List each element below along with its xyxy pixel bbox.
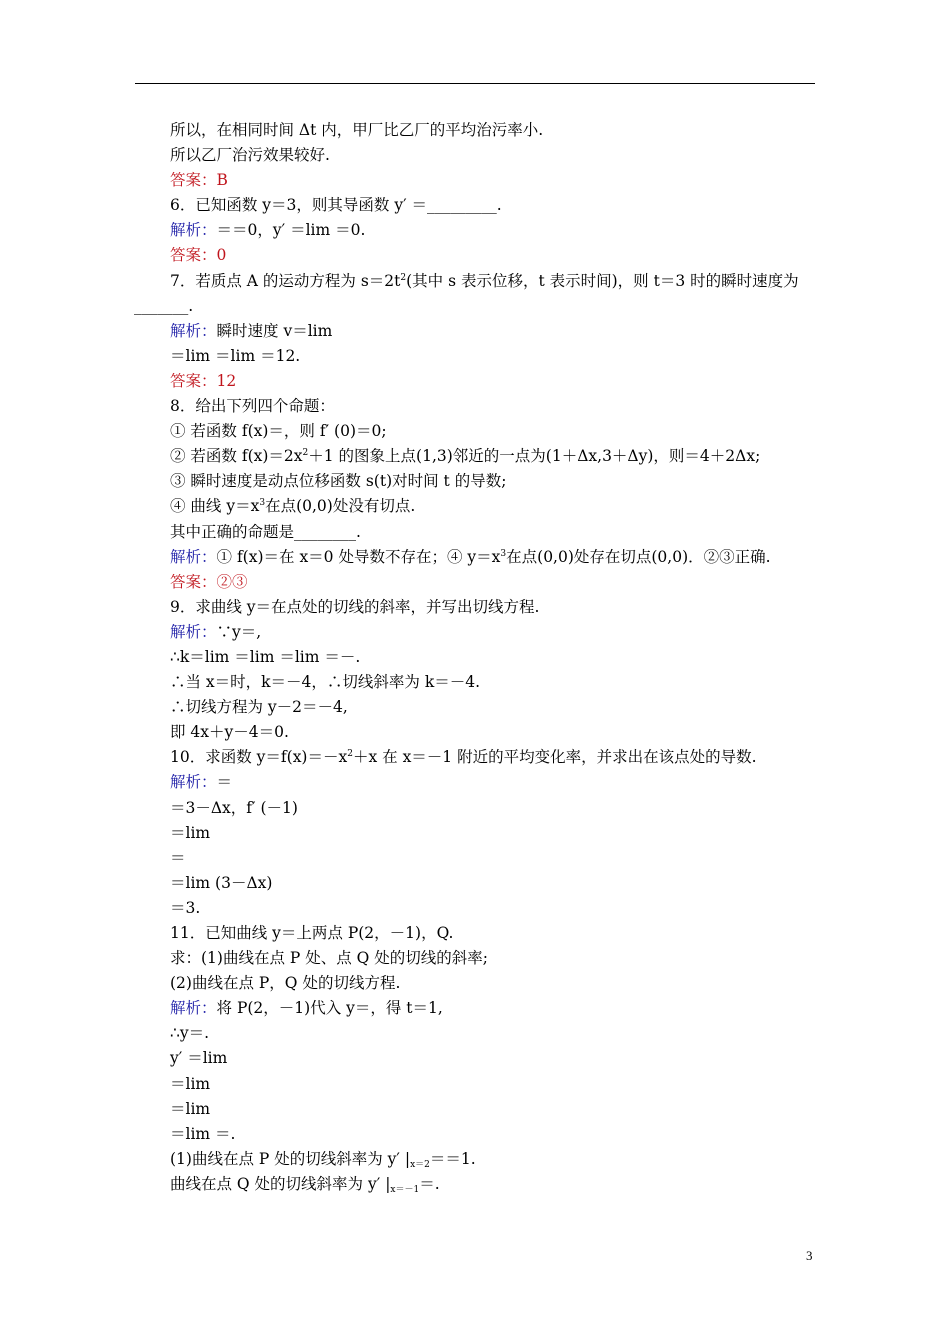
question-text: 9．求曲线 y＝在点处的切线的斜率，并写出切线方程. [170, 597, 540, 616]
text: ③ 瞬时速度是动点位移函数 s(t)对时间 t 的导数; [170, 472, 507, 491]
text-line [170, 344, 820, 369]
answer-line [170, 369, 820, 394]
text: ∴y＝. [170, 1024, 210, 1043]
solution-line [170, 319, 820, 344]
solution-label: 解析： [170, 999, 217, 1018]
text: ＝＝0，y′ ＝lim ＝0. [216, 221, 366, 240]
text: ∴k＝lim ＝lim ＝lim ＝－. [170, 647, 361, 666]
question-text: 11．已知曲线 y＝上两点 P(2，－1)，Q. [170, 924, 454, 942]
question-text: (其中 s 表示位移，t 表示时间)，则 t＝3 时的瞬时速度为 [406, 271, 799, 290]
solution-label: 解析： [170, 221, 217, 240]
proposition-2 [170, 444, 820, 469]
solution-label: 解析： [170, 773, 217, 792]
text: 所以，在相同时间 Δt 内，甲厂比乙厂的平均治污率小. [170, 121, 544, 139]
question-text: 7．若质点 A 的运动方程为 s＝2t [170, 271, 401, 290]
text: 所以乙厂治污效果较好. [170, 146, 330, 165]
text: ① 若函数 f(x)＝，则 f′ (0)＝0; [170, 422, 387, 441]
answer-text: 答案：B [170, 171, 228, 190]
superscript: 2 [302, 448, 309, 459]
answer-text: ②③ [216, 572, 248, 591]
solution-line [170, 620, 820, 645]
proposition-4 [170, 494, 820, 519]
text-line [170, 1147, 820, 1172]
text: 其中正确的命题是________. [170, 522, 361, 541]
text-line [170, 896, 820, 921]
question-11 [170, 921, 820, 946]
document-body [134, 118, 820, 1197]
question-7 [170, 269, 820, 294]
blank-text: _______. [134, 296, 194, 315]
text-line [170, 1172, 820, 1197]
text: ＋1 的图象上点(1,3)邻近的一点为(1＋Δx,3＋Δy)，则＝4＋2Δx; [308, 447, 761, 466]
solution-line [170, 996, 820, 1021]
text: (2)曲线在点 P，Q 处的切线方程. [170, 974, 401, 993]
answer-blank [134, 294, 820, 319]
text: ∴切线方程为 y－2＝－4, [170, 698, 348, 717]
text: 曲线在点 Q 处的切线斜率为 y′ | [170, 1174, 391, 1193]
answer-text: 答案：0 [170, 246, 227, 265]
text: ＝lim [170, 1099, 211, 1118]
solution-label: 解析： [170, 547, 217, 566]
text: ∴当 x＝时，k＝－4，∴切线斜率为 k＝－4. [170, 673, 481, 692]
solution-line [170, 770, 820, 795]
text: ＝lim [170, 823, 211, 842]
text: ＝3. [170, 898, 201, 917]
proposition-1 [170, 419, 820, 444]
text-line [170, 118, 820, 143]
text-line [170, 520, 820, 545]
solution-label: 解析： [170, 321, 217, 340]
solution-label: 解析： [170, 622, 217, 641]
answer-text: 答案：12 [170, 371, 237, 390]
text-line [170, 1046, 820, 1071]
text: ∵y＝, [216, 622, 262, 641]
text: ＝lim (3－Δx) [170, 873, 273, 892]
question-text: ＋x 在 x＝－1 附近的平均变化率，并求出在该点处的导数. [352, 748, 757, 767]
text-line [170, 871, 820, 896]
text-line [170, 1122, 820, 1147]
solution-line [170, 218, 820, 243]
text: ② 若函数 f(x)＝2x [170, 447, 303, 466]
question-9 [170, 595, 820, 620]
text: ＝＝1. [429, 1149, 476, 1168]
answer-label: 答案： [170, 572, 217, 591]
subscript: x＝2 [410, 1159, 430, 1170]
text: ＝lim ＝. [170, 1124, 236, 1143]
answer-line [170, 168, 820, 193]
text-line [170, 695, 820, 720]
question-6 [170, 193, 820, 218]
answer-line [170, 570, 820, 595]
text: ＝ [216, 773, 233, 792]
text-line [170, 946, 820, 971]
text: 瞬时速度 v＝lim [216, 321, 333, 340]
text-line [170, 670, 820, 695]
text-line [170, 1097, 820, 1122]
header-rule [135, 83, 815, 84]
question-text: 10．求函数 y＝f(x)＝－x [170, 748, 348, 767]
text: 即 4x＋y－4＝0. [170, 723, 289, 742]
question-8 [170, 394, 820, 419]
proposition-3 [170, 469, 820, 494]
text-line [170, 796, 820, 821]
text-line [170, 846, 820, 871]
text: ＝ [170, 848, 186, 867]
text-line [170, 821, 820, 846]
question-text: 8．给出下列四个命题： [170, 397, 335, 416]
text: ＝lim ＝lim ＝12. [170, 346, 301, 365]
page-number: 3 [806, 1248, 813, 1263]
answer-line [170, 243, 820, 268]
solution-line [170, 545, 820, 570]
superscript: 3 [259, 498, 266, 509]
text-line [170, 645, 820, 670]
text: ＝. [419, 1174, 440, 1193]
subscript: x＝－1 [390, 1184, 420, 1195]
text-line [170, 971, 820, 996]
text: y′ ＝lim [170, 1049, 228, 1068]
superscript: 2 [400, 272, 407, 283]
text-line [170, 1072, 820, 1097]
text-line [170, 720, 820, 745]
question-10 [170, 745, 820, 770]
text: 在点(0,0)处没有切点. [265, 497, 416, 516]
text-line [170, 143, 820, 168]
superscript: 2 [347, 749, 353, 760]
text: ④ 曲线 y＝x [170, 497, 260, 516]
text: (1)曲线在点 P 处的切线斜率为 y′ | [170, 1149, 411, 1168]
text-line [170, 1021, 820, 1046]
text: ① f(x)＝在 x＝0 处导数不存在；④ y＝x [216, 547, 501, 566]
text: ＝3－Δx，f′ (－1) [170, 798, 298, 817]
text: ＝lim [170, 1074, 211, 1093]
text: 将 P(2，－1)代入 y＝，得 t＝1, [216, 999, 443, 1018]
question-text: 6．已知函数 y＝3，则其导函数 y′ ＝_________. [170, 196, 502, 215]
text: 求：(1)曲线在点 P 处、点 Q 处的切线的斜率; [170, 949, 489, 968]
text: 在点(0,0)处存在切点(0,0)．②③正确. [506, 547, 771, 566]
superscript: 3 [500, 548, 507, 559]
